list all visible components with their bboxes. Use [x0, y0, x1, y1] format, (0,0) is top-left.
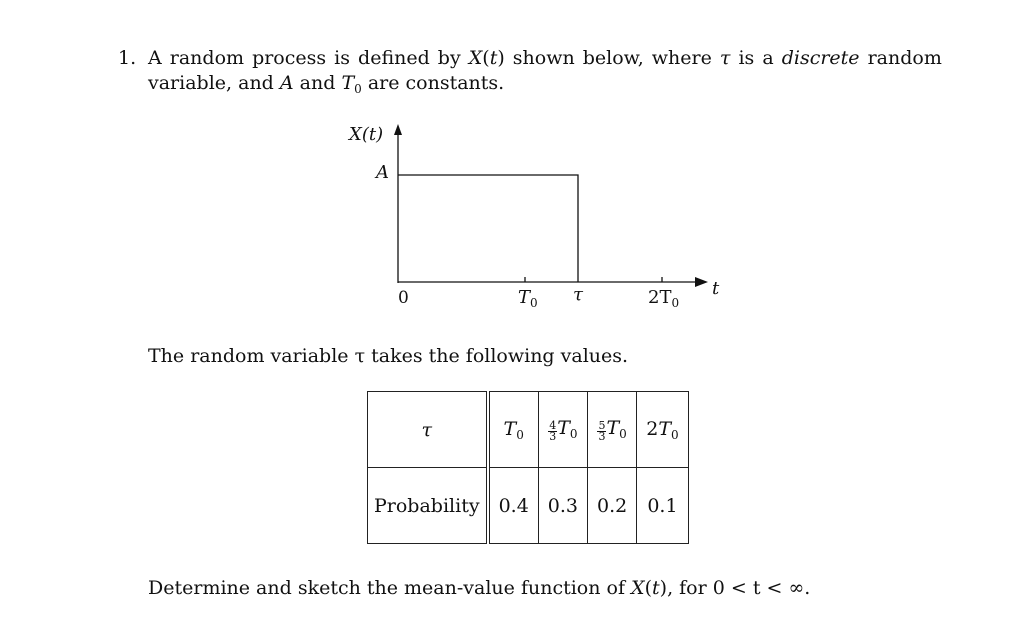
symbol-t0: T — [341, 72, 355, 94]
problem-number: 1. — [118, 47, 137, 69]
table-row — [368, 392, 689, 468]
intro-text: and — [299, 72, 336, 94]
tick-label-tau: τ — [573, 284, 583, 305]
pulse-signal — [398, 175, 578, 282]
row-label-tau: τ — [368, 392, 488, 468]
symbol-x: X — [468, 47, 483, 69]
tick-label-2t0: $2T_0$ — [648, 287, 680, 310]
intro-text: shown below, where — [512, 47, 712, 69]
symbol-t: t — [489, 47, 498, 69]
row-label-probability: Probability — [368, 468, 488, 544]
table-cell-tau: $\frac{5}{3}$ $T_0$ — [588, 392, 637, 468]
table-cell-probability: 0.1 — [637, 468, 688, 544]
tick-label-t0: $T_0$ — [518, 287, 538, 310]
table-cell-probability: 0.2 — [588, 468, 637, 544]
y-axis-arrow — [394, 124, 402, 135]
origin-label: 0 — [398, 288, 409, 308]
problem-line-2: variable, and A and $T_0$ are constants. — [148, 72, 505, 96]
table-cell-tau: $2T_0$ — [637, 392, 688, 468]
problem-line-1: A random process is defined by X(t) shown below, where τ is a discrete random — [148, 47, 942, 69]
table-cell-probability: 0.4 — [488, 468, 539, 544]
symbol-a: A — [279, 72, 294, 94]
intro-text: is a — [738, 47, 774, 69]
x-axis-arrow — [695, 277, 708, 287]
tau-probability-table — [367, 391, 689, 544]
fraction-5-3: $\frac{5}{3}$ — [598, 419, 606, 443]
emphasis-discrete: discrete — [781, 47, 860, 69]
final-question: Determine and sketch the mean-value function of X(t), for 0 < t < ∞. — [148, 577, 811, 599]
fraction-4-3: $\frac{4}{3}$ — [549, 419, 557, 443]
table-cell-probability: 0.3 — [538, 468, 587, 544]
table-intro: The random variable τ takes the following values. — [148, 345, 629, 367]
table-row — [368, 468, 689, 544]
amplitude-label: A — [376, 162, 389, 183]
table-cell-tau: $\frac{4}{3}$ $T_0$ — [538, 392, 587, 468]
intro-text: random — [867, 47, 942, 69]
table-cell-tau: $T_0$ — [488, 392, 539, 468]
x-axis-label: t — [712, 278, 720, 299]
symbol-tau: τ — [719, 47, 731, 69]
intro-text: are constants. — [367, 72, 505, 94]
y-axis-label: X(t) — [349, 124, 384, 145]
intro-text: variable, and — [148, 72, 274, 94]
intro-text: A random process is defined by — [148, 47, 461, 69]
